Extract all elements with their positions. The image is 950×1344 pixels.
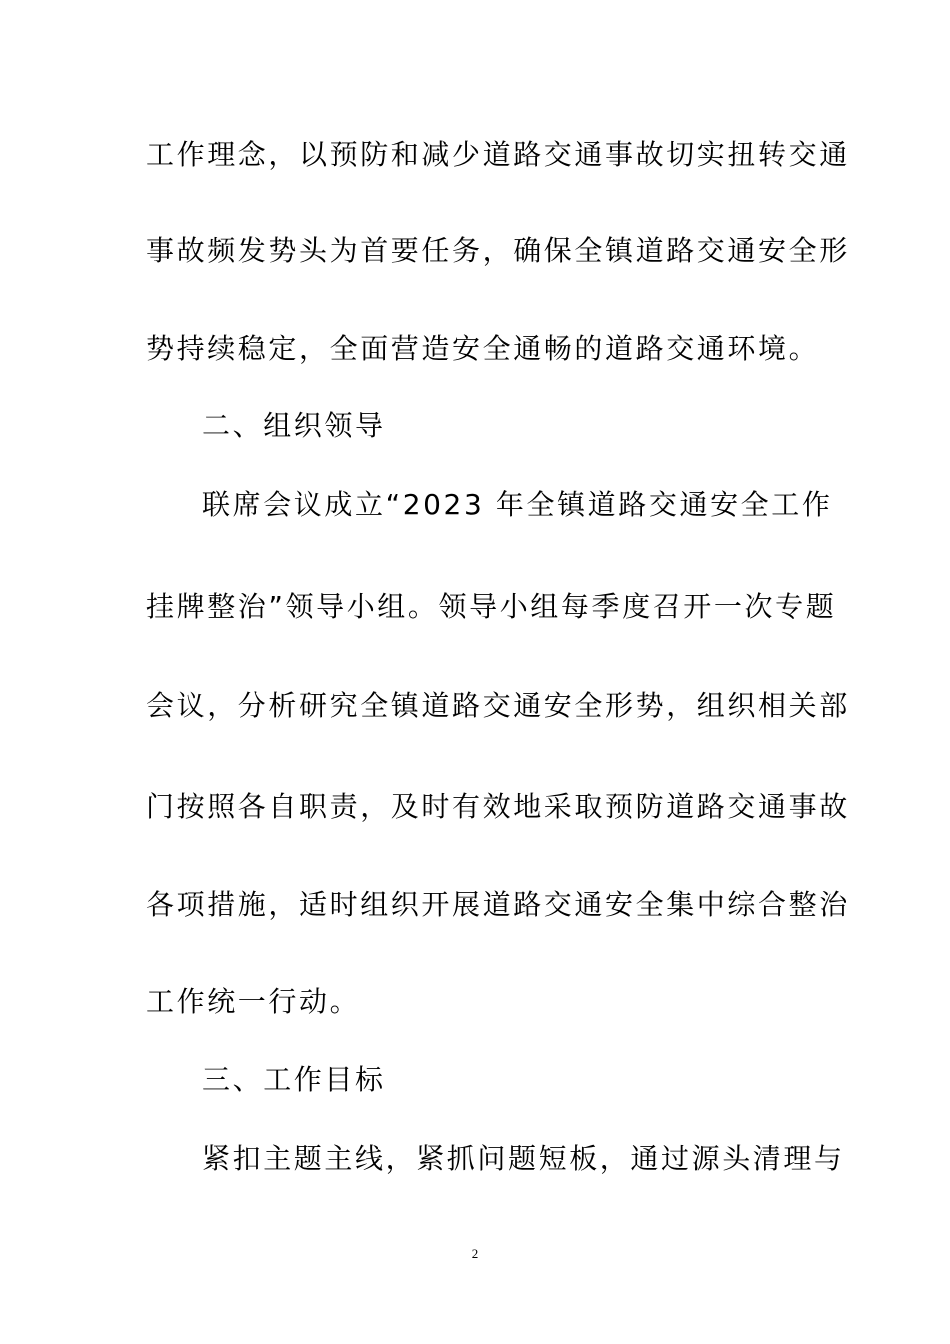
body-text-line: 工作统一行动。: [146, 985, 361, 1018]
body-text-line: 会议，分析研究全镇道路交通安全形势，组织相关部: [146, 689, 850, 722]
body-text-line: 各项措施，适时组织开展道路交通安全集中综合整治: [146, 888, 850, 921]
body-text-line: 势持续稳定，全面营造安全通畅的道路交通环境。: [146, 332, 820, 365]
body-text-line: 事故频发势头为首要任务，确保全镇道路交通安全形: [146, 234, 850, 267]
body-text-line: 联席会议成立“2023 年全镇道路交通安全工作: [202, 488, 833, 521]
body-text-line: 门按照各自职责，及时有效地采取预防道路交通事故: [146, 790, 850, 823]
body-text-line: 工作理念，以预防和减少道路交通事故切实扭转交通: [146, 138, 850, 171]
section-heading: 三、工作目标: [202, 1063, 386, 1096]
section-heading: 二、组织领导: [202, 409, 386, 442]
page-number: 2: [471, 1246, 479, 1261]
body-text-line: 挂牌整治”领导小组。领导小组每季度召开一次专题: [146, 590, 837, 623]
body-text-line: 紧扣主题主线，紧抓问题短板，通过源头清理与: [202, 1142, 845, 1175]
